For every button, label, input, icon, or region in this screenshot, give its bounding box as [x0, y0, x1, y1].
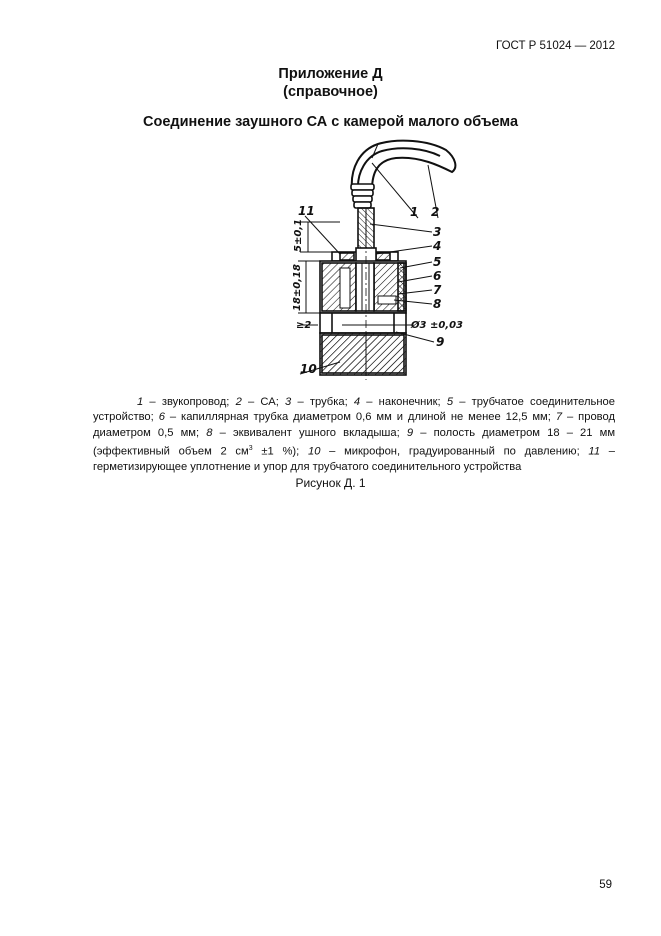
- label-7: 7: [433, 283, 442, 297]
- label-1: 1: [410, 205, 419, 219]
- dimension-side: 18±0,18: [292, 264, 303, 311]
- document-header: ГОСТ Р 51024 — 2012: [496, 40, 615, 52]
- appendix-note: (справочное): [283, 84, 378, 100]
- coupler-body: [320, 261, 406, 313]
- label-4: 4: [433, 239, 442, 253]
- page-number: 59: [599, 879, 612, 891]
- dimension-gap: ≥2: [296, 320, 312, 331]
- figure-caption: Рисунок Д. 1: [295, 476, 366, 490]
- dimension-diameter: Ø3 ±0,03: [411, 320, 463, 331]
- technical-drawing: [0, 0, 661, 400]
- label-11: 11: [298, 204, 315, 218]
- label-6: 6: [433, 269, 442, 283]
- appendix-title: Приложение Д: [278, 66, 383, 82]
- label-5: 5: [433, 255, 442, 269]
- tip-and-seal: [332, 248, 398, 262]
- label-8: 8: [433, 297, 442, 311]
- label-3: 3: [433, 225, 442, 239]
- label-9: 9: [436, 335, 445, 349]
- cavity: [320, 313, 406, 333]
- label-10: 10: [300, 362, 317, 376]
- dimension-top: 5±0,1: [293, 218, 304, 252]
- label-2: 2: [431, 205, 440, 219]
- tube-connector: [351, 184, 374, 208]
- hearing-aid-hook: [352, 141, 456, 190]
- figure-legend: 1 – звукопровод; 2 – СА; 3 – трубка; 4 – наконечник; 5 – трубчатое соединительное устройство; 6 – капиллярная трубка диаметром 0,6 мм и длиной не менее 12,5 мм; 7 – провод диаметром 0,5 мм; 8 – эквивалент ушного вкладыша; 9 – полость диаметром 18 – 21 мм (эффективный объем 2 $см^3 \pm 1$ %); 10 – микрофон, градуированный по давлению; 11 – герметизирующее уплотнение и упор для трубчатого соединительного устройства: [93, 396, 616, 474]
- figure-title: Соединение заушного СА с камерой малого объема: [142, 114, 519, 130]
- microphone: [320, 333, 406, 375]
